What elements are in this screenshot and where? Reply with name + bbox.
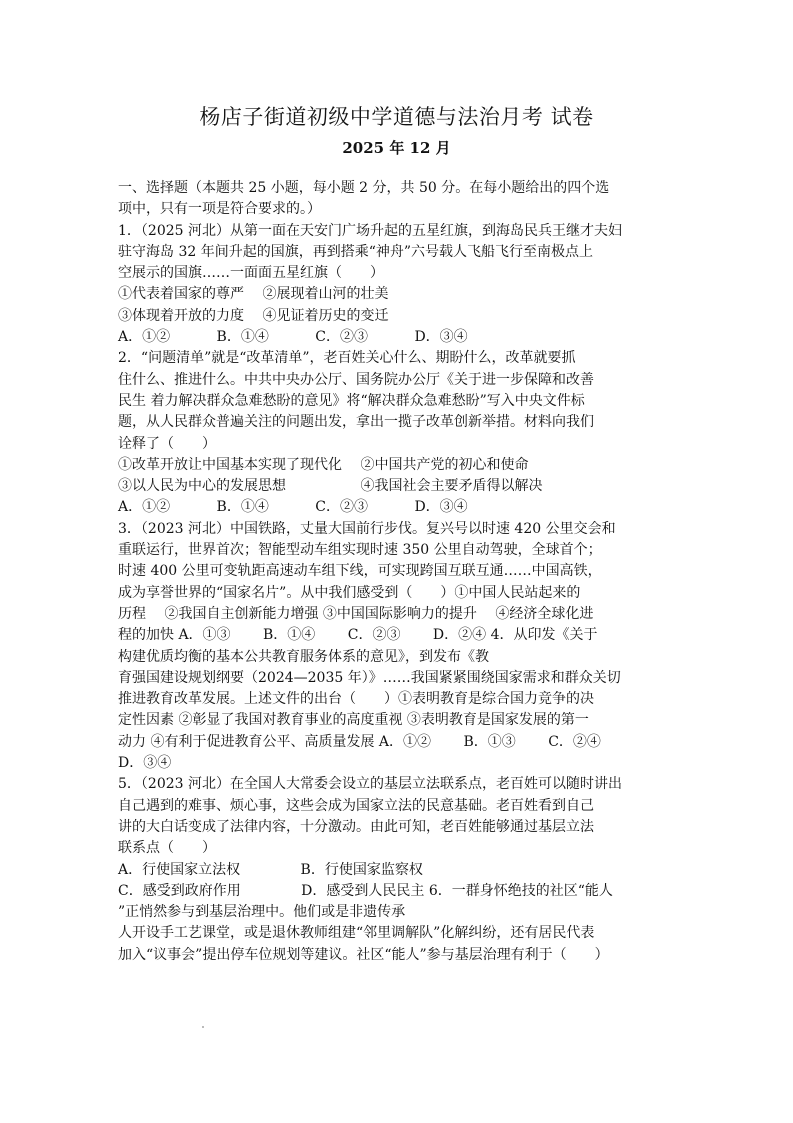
text-line: 5．（2023 河北）在全国人大常委会设立的基层立法联系点，老百姓可以随时讲出 bbox=[118, 776, 622, 793]
text-line: ①改革开放让中国基本实现了现代化 ②中国共产党的初心和使命 bbox=[118, 456, 529, 473]
text-line: 空展示的国旗……一面面五星红旗（ ） bbox=[118, 265, 384, 282]
text-line: ③以人民为中心的发展思想 ④我国社会主要矛盾得以解决 bbox=[118, 478, 543, 495]
text-line: D．③④ bbox=[118, 755, 172, 772]
exam-date: 2025 年 12 月 bbox=[342, 139, 451, 157]
text-line: 人开设手工艺课堂，或是退休教师组建“邻里调解队”化解纠纷，还有居民代表 bbox=[118, 925, 595, 942]
text-line: 动力 ④有利于促进教育公平、高质量发展 A．①② B．①③ C．②④ bbox=[118, 733, 601, 750]
text-line: A．行使国家立法权 B．行使国家监察权 bbox=[118, 861, 423, 878]
text-line: 定性因素 ②彰显了我国对教育事业的高度重视 ③表明教育是国家发展的第一 bbox=[118, 712, 589, 729]
text-line: ①代表着国家的尊严 ②展现着山河的壮美 bbox=[118, 286, 389, 303]
text-line: 住什么、推进什么。中共中央办公厅、国务院办公厅《关于进一步保障和改善 bbox=[118, 371, 594, 388]
text-line: 一、选择题（本题共 25 小题，每小题 2 分，共 50 分。在每小题给出的四个选 bbox=[118, 180, 610, 196]
text-line: 育强国建设规划纲要（2024—2035 年）》……我国紧紧围绕国家需求和群众关切 bbox=[118, 669, 621, 686]
text-line: 构建优质均衡的基本公共教育服务体系的意见》，到发布《教 bbox=[118, 648, 489, 665]
text-line: 历程 ②我国自主创新能力增强 ③中国国际影响力的提升 ④经济全球化进 bbox=[118, 605, 594, 622]
text-line: 诠释了（ ） bbox=[118, 435, 216, 452]
scan-speck bbox=[202, 1026, 204, 1028]
text-line: 加入“议事会”提出停车位规划等建议。社区“能人”参与基层治理有利于（ ） bbox=[118, 946, 609, 963]
text-line: 联系点（ ） bbox=[118, 840, 216, 857]
text-line: 3．（2023 河北）中国铁路，丈量大国前行步伐。复兴号以时速 420 公里交会和 bbox=[118, 520, 616, 537]
exam-title: 杨店子街道初级中学道德与法治月考 试卷 bbox=[199, 105, 594, 129]
text-line: 推进教育改革发展。上述文件的出台（ ）①表明教育是综合国力竞争的决 bbox=[118, 691, 594, 708]
text-line: 驻守海岛 32 年间升起的国旗，再到搭乘“神舟”六号载人飞船飞行至南极点上 bbox=[118, 243, 594, 260]
text-line: 民生 着力解决群众急难愁盼的意见》将“解决群众急难愁盼”写入中央文件标 bbox=[118, 392, 585, 409]
text-line: 程的加快 A．①③ B．①④ C．②③ D．②④ 4．从印发《关于 bbox=[118, 627, 598, 644]
text-line: ”正悄然参与到基层治理中。他们或是非遗传承 bbox=[118, 904, 406, 921]
text-line: 项中，只有一项是符合要求的。） bbox=[118, 201, 321, 218]
text-line: 题，从人民群众普遍关注的问题出发，拿出一揽子改革创新举措。材料向我们 bbox=[118, 414, 594, 431]
text-line: C．感受到政府作用 D．感受到人民民主 6．一群身怀绝技的社区“能人 bbox=[118, 882, 613, 899]
text-line: 讲的大白话变成了法律内容，十分激动。由此可知，老百姓能够通过基层立法 bbox=[118, 818, 594, 835]
text-line: 时速 400 公里可变轨距高速动车组下线，可实现跨国互联互通……中国高铁， bbox=[118, 563, 602, 580]
text-line: ③体现着开放的力度 ④见证着历史的变迁 bbox=[118, 307, 389, 324]
text-line: 重联运行，世界首次；智能型动车组实现时速 350 公里自动驾驶，全球首个； bbox=[118, 542, 602, 559]
text-line: 2．“问题清单”就是“改革清单”，老百姓关心什么、期盼什么，改革就要抓 bbox=[118, 350, 576, 367]
exam-body bbox=[118, 178, 683, 966]
text-line: A．①② B．①④ C．②③ D．③④ bbox=[118, 499, 468, 516]
text-line: 成为享誉世界的“国家名片”。从中我们感受到（ ）①中国人民站起来的 bbox=[118, 584, 581, 601]
text-line: 1．（2025 河北）从第一面在天安门广场升起的五星红旗，到海岛民兵王继才夫妇 bbox=[118, 222, 622, 239]
text-line: 自己遇到的难事、烦心事，这些会成为国家立法的民意基础。老百姓看到自己 bbox=[118, 797, 594, 814]
text-line: A．①② B．①④ C．②③ D．③④ bbox=[118, 329, 468, 346]
